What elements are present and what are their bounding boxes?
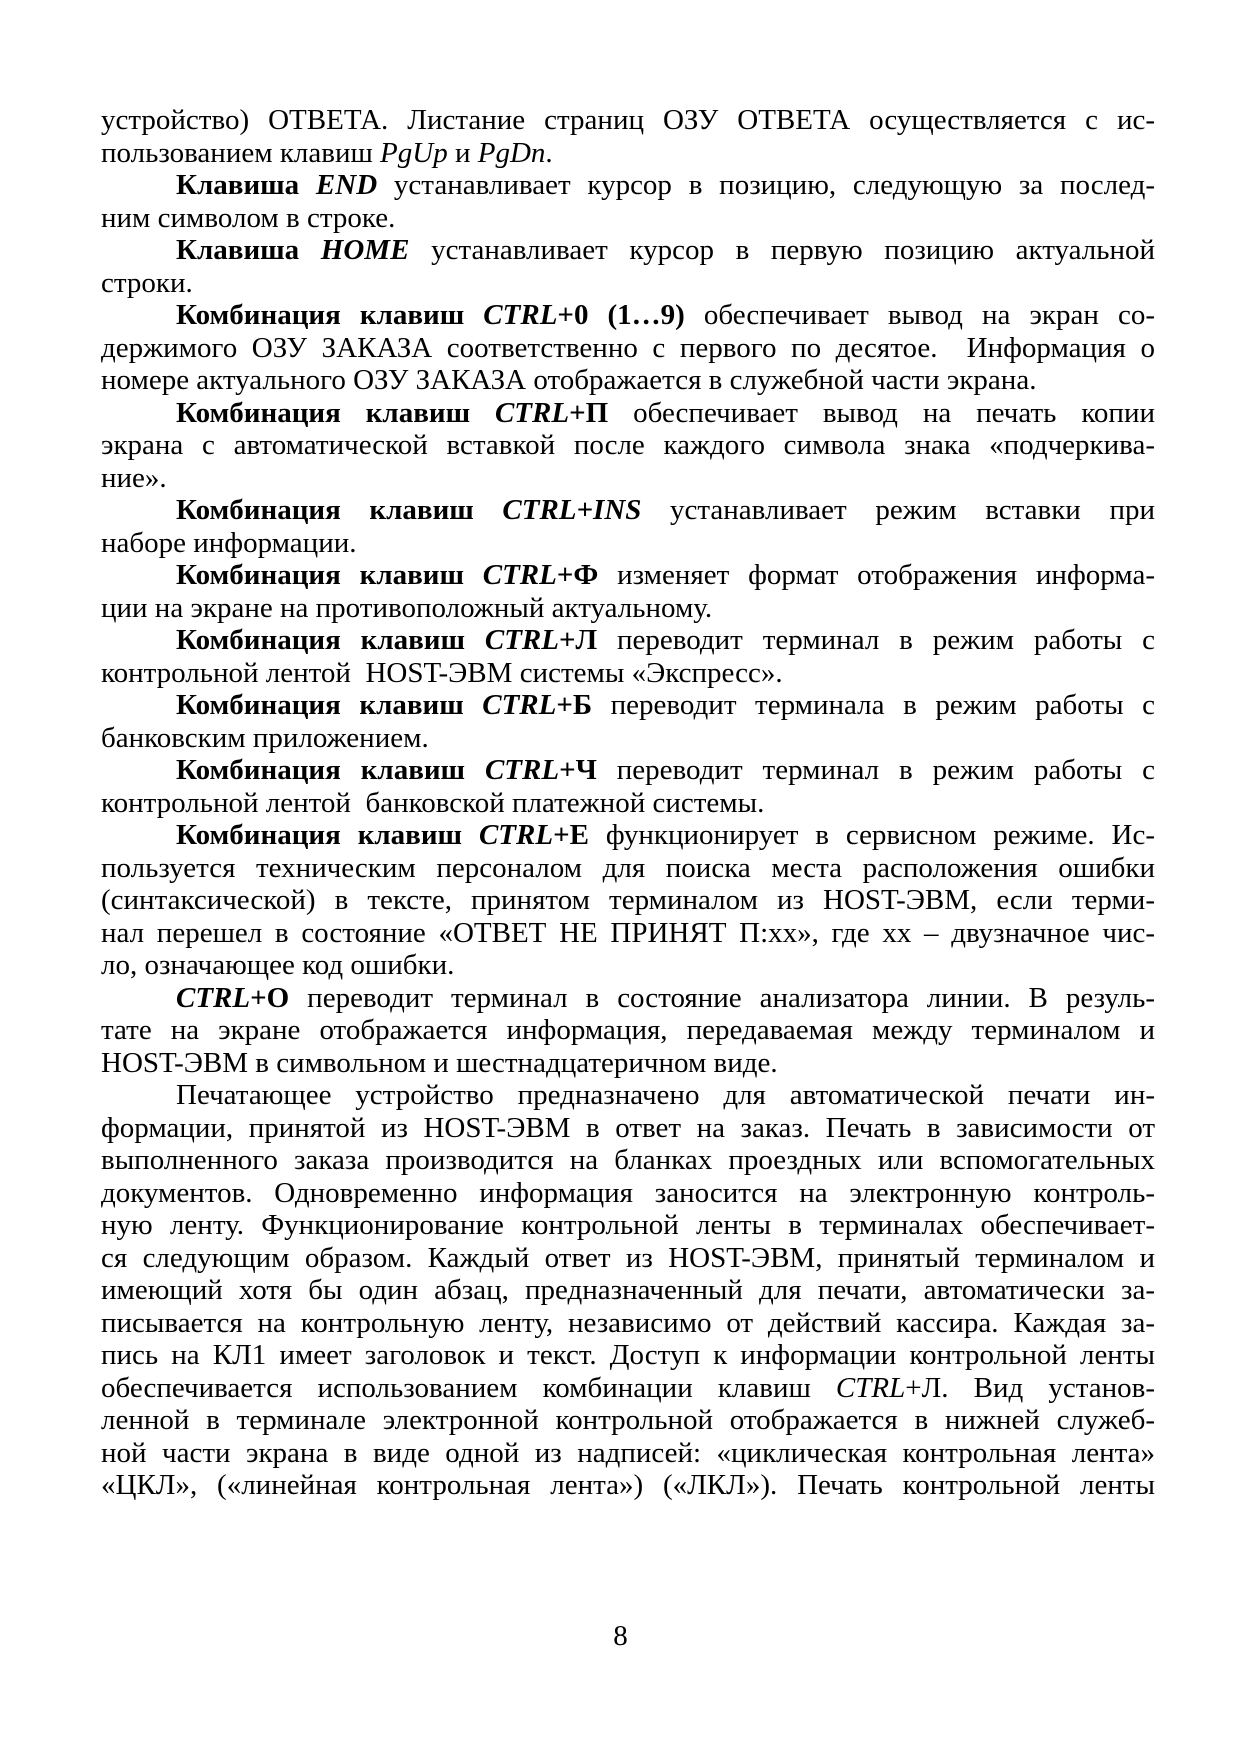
text-line: Комбинация клавиш CTRL+Л переводит терминал в режим работы с bbox=[176, 624, 1155, 656]
text-line: Комбинация клавиш CTRL+Ф изменяет формат отображения информа- bbox=[176, 559, 1155, 591]
text-line: контрольной лентой банковской платежной системы. bbox=[101, 786, 765, 819]
text-line: HOST-ЭВМ в символьном и шестнадцатеричном виде. bbox=[101, 1046, 778, 1079]
text-line: нал перешел в состояние «ОТВЕТ НЕ ПРИНЯТ П:хх», где хх – двузначное чис- bbox=[101, 916, 1155, 949]
text-line: имеющий хотя бы один абзац, предназначенный для печати, автоматически за- bbox=[101, 1274, 1155, 1306]
text-line: писывается на контрольную ленту, независимо от действий кассира. Каждая за- bbox=[101, 1306, 1155, 1339]
text-line: Клавиша HOME устанавливает курсор в первую позицию актуальной bbox=[176, 234, 1155, 266]
text-line: наборе информации. bbox=[101, 526, 357, 559]
text-line: ся следующим образом. Каждый ответ из HOST-ЭВМ, принятый терминалом и bbox=[101, 1241, 1155, 1274]
text-line: Комбинация клавиш CTRL+Ч переводит терминал в режим работы с bbox=[176, 754, 1155, 786]
text-line: контрольной лентой HOST-ЭВМ системы «Экспресс». bbox=[101, 656, 783, 689]
text-line: ние». bbox=[101, 461, 167, 494]
text-line: Печатающее устройство предназначено для автоматической печати ин- bbox=[176, 1079, 1155, 1111]
text-line: Комбинация клавиш CTRL+Е функционирует в сервисном режиме. Ис- bbox=[176, 819, 1155, 851]
page-body bbox=[101, 104, 1155, 1502]
text-line: пользуется техническим персоналом для поиска места расположения ошибки bbox=[101, 851, 1155, 884]
text-line: ной части экрана в виде одной из надписей: «циклическая контрольная лента» bbox=[101, 1436, 1155, 1469]
text-line: выполненного заказа производится на бланках проездных или вспомогательных bbox=[101, 1144, 1155, 1176]
text-line: экрана с автоматической вставкой после каждого символа знака «подчеркива- bbox=[101, 429, 1155, 461]
text-line: пользованием клавиш PgUp и PgDn. bbox=[101, 136, 553, 169]
text-line: держимого ОЗУ ЗАКАЗА соответственно с первого по десятое. Информация о bbox=[101, 331, 1155, 364]
text-line: ции на экране на противоположный актуальному. bbox=[101, 591, 713, 624]
text-line: обеспечивается использованием комбинации клавиш CTRL+Л. Вид установ- bbox=[101, 1371, 1155, 1404]
text-line: ленной в терминале электронной контрольной отображается в нижней служеб- bbox=[101, 1404, 1155, 1436]
text-line: (синтаксической) в тексте, принятом терминалом из HOST-ЭВМ, если терми- bbox=[101, 884, 1155, 916]
text-line: строки. bbox=[101, 266, 193, 299]
text-line: ную ленту. Функционирование контрольной ленты в терминалах обеспечивает- bbox=[101, 1209, 1155, 1241]
text-line: «ЦКЛ», («линейная контрольная лента») («ЛКЛ»). Печать контрольной ленты bbox=[101, 1469, 1155, 1501]
text-line: устройство) ОТВЕТА. Листание страниц ОЗУ ОТВЕТА осуществляется с ис- bbox=[101, 104, 1155, 136]
text-line: номере актуального ОЗУ ЗАКАЗА отображается в служебной части экрана. bbox=[101, 364, 1037, 396]
text-line: Комбинация клавиш CTRL+П обеспечивает вывод на печать копии bbox=[176, 396, 1155, 429]
text-line: пись на КЛ1 имеет заголовок и текст. Доступ к информации контрольной ленты bbox=[101, 1339, 1155, 1371]
text-line: Комбинация клавиш CTRL+Б переводит терминала в режим работы с bbox=[176, 689, 1155, 721]
text-line: банковским приложением. bbox=[101, 721, 429, 754]
text-line: тате на экране отображается информация, передаваемая между терминалом и bbox=[101, 1014, 1155, 1046]
text-line: формации, принятой из HOST-ЭВМ в ответ на заказ. Печать в зависимости от bbox=[101, 1111, 1155, 1144]
text-line: Клавиша END устанавливает курсор в позицию, следующую за послед- bbox=[176, 169, 1155, 201]
text-line: документов. Одновременно информация заносится на электронную контроль- bbox=[101, 1176, 1155, 1209]
page-number: 8 bbox=[613, 1620, 628, 1652]
text-line: Комбинация клавиш CTRL+INS устанавливает режим вставки при bbox=[176, 494, 1155, 526]
text-line: ло, означающее код ошибки. bbox=[101, 949, 455, 981]
text-line: CTRL+О переводит терминал в состояние анализатора линии. В резуль- bbox=[176, 981, 1155, 1014]
text-line: ним символом в строке. bbox=[101, 201, 396, 234]
text-line: Комбинация клавиш CTRL+0 (1…9) обеспечивает вывод на экран со- bbox=[176, 299, 1155, 331]
